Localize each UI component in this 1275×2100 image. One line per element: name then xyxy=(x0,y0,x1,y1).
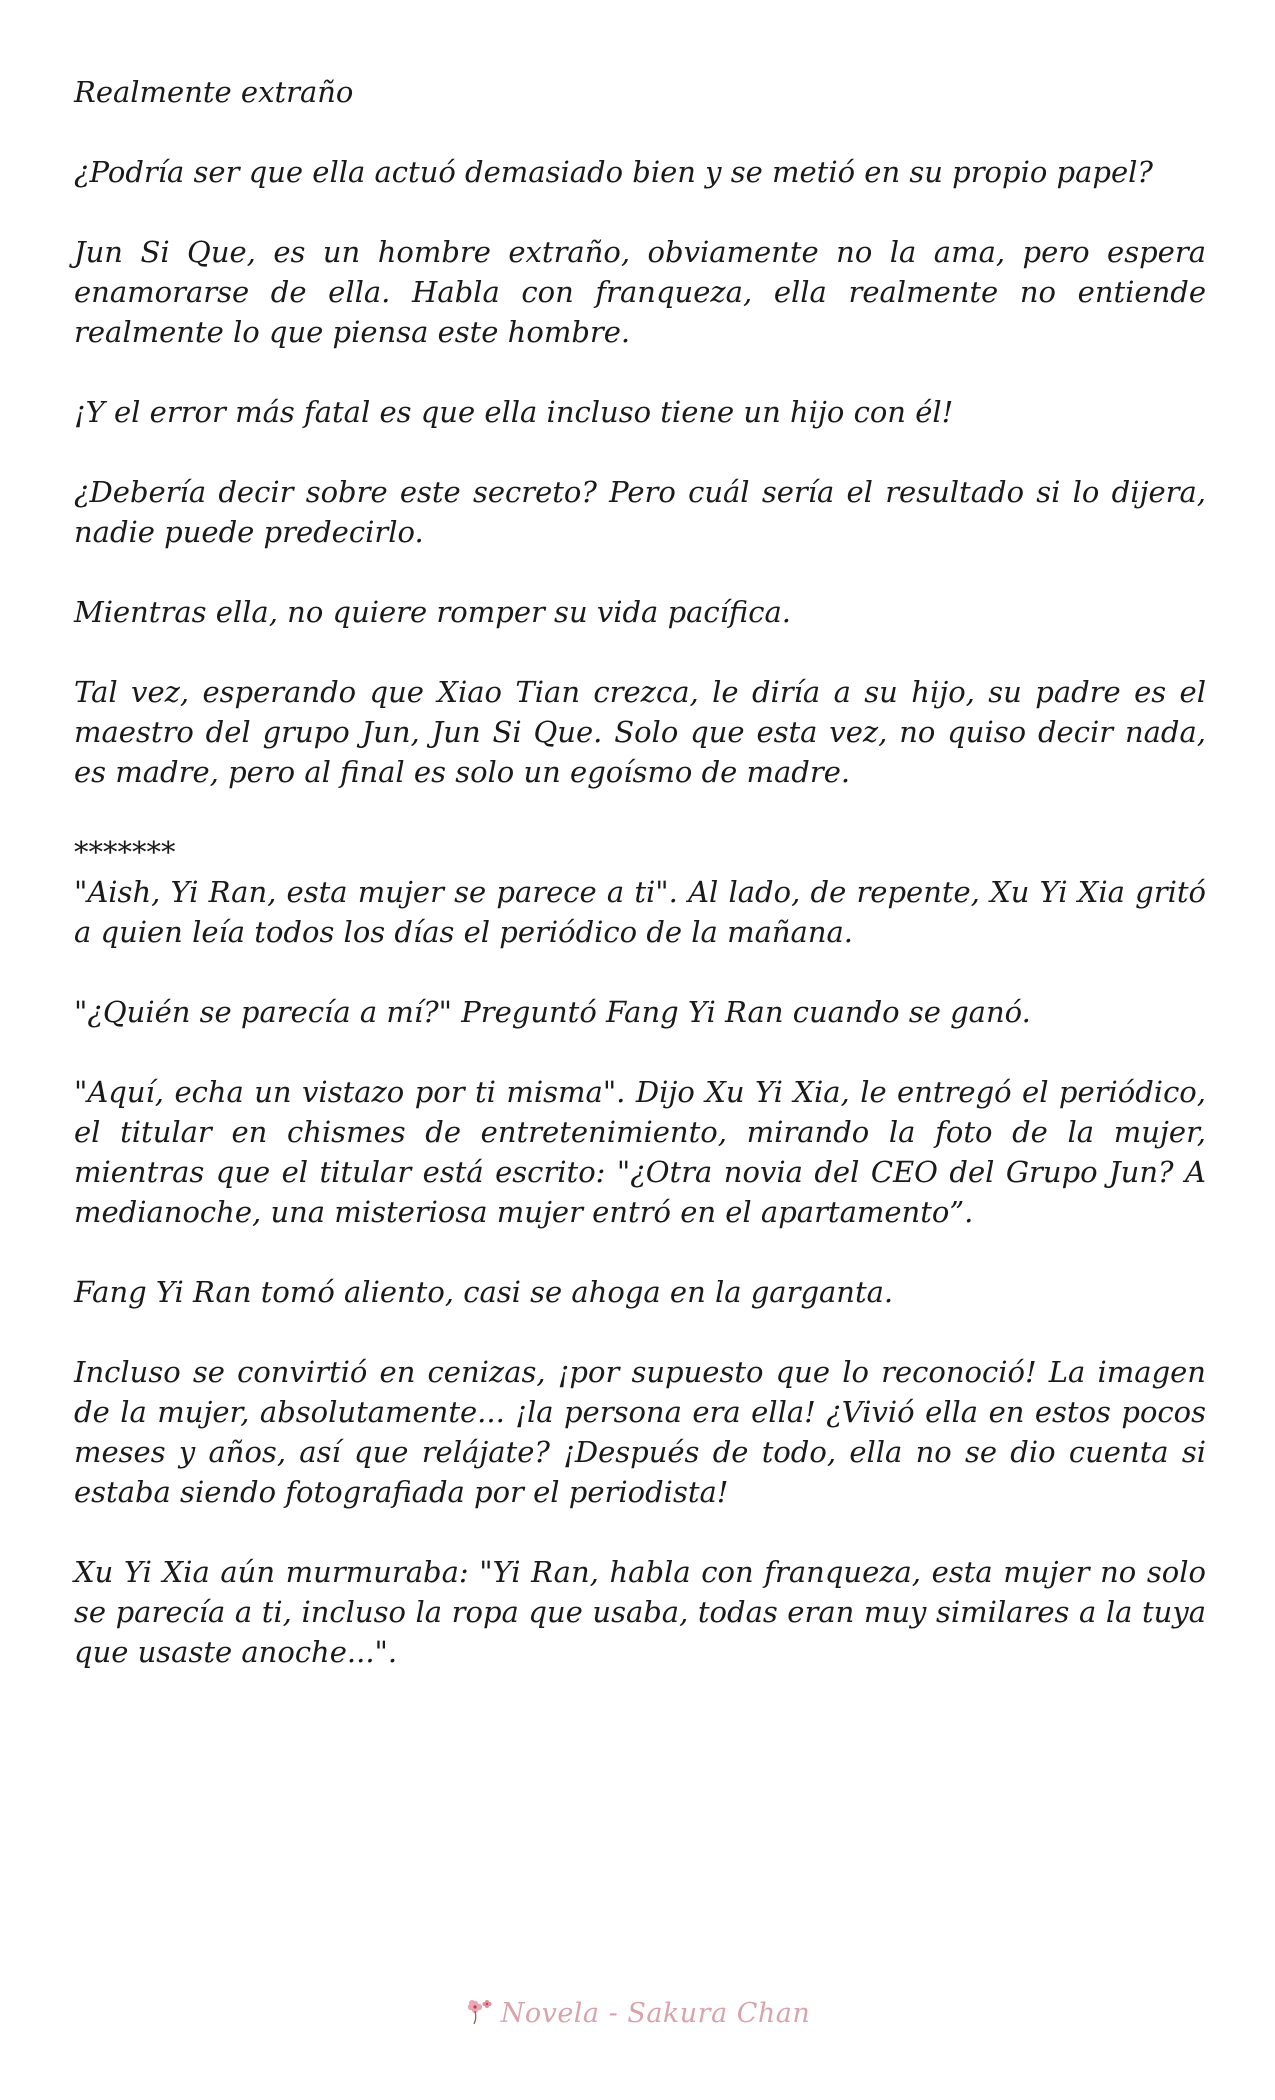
paragraph: "Aquí, echa un vistazo por ti misma". Dijo Xu Yi Xia, le entregó el periódico, el titular en chismes de entretenimiento, mirando la foto de la mujer, mientras que el titular está escrito: "¿Otra novia del CEO del Grupo Jun? A medianoche, una misteriosa mujer entró en el apartamento”. xyxy=(74,1075,1206,1229)
scene-separator: ******* xyxy=(74,835,176,869)
paragraph: Tal vez, esperando que Xiao Tian crezca, le diría a su hijo, su padre es el maestro del grupo Jun, Jun Si Que. Solo que esta vez, no quiso decir nada, es madre, pero al final es solo un egoísmo de madre. xyxy=(74,675,1206,789)
paragraph: ¿Debería decir sobre este secreto? Pero cuál sería el resultado si lo dijera, nadie puede predecirlo. xyxy=(74,475,1206,549)
footer-text: Novela - Sakura Chan xyxy=(500,1998,811,2029)
paragraph: Fang Yi Ran tomó aliento, casi se ahoga en la garganta. xyxy=(74,1275,894,1309)
paragraph: ¡Y el error más fatal es que ella incluso tiene un hijo con él! xyxy=(74,395,954,429)
footer-watermark xyxy=(0,1996,1275,2029)
paragraph: Xu Yi Xia aún murmuraba: "Yi Ran, habla con franqueza, esta mujer no solo se parecía a ti, incluso la ropa que usaba, todas eran muy similares a la tuya que usaste anoche...". xyxy=(74,1555,1206,1669)
document-body xyxy=(74,72,1206,1712)
paragraph: Incluso se convirtió en cenizas, ¡por supuesto que lo reconoció! La imagen de la mujer, absolutamente... ¡la persona era ella! ¿Vivió ella en estos pocos meses y años, así que relájate? ¡Después de todo, ella no se dio cuenta si estaba siendo fotografiada por el periodista! xyxy=(74,1355,1206,1509)
paragraph: Jun Si Que, es un hombre extraño, obviamente no la ama, pero espera enamorarse de ella. Habla con franqueza, ella realmente no entiende realmente lo que piensa este hombre. xyxy=(74,235,1206,349)
paragraph: "¿Quién se parecía a mí?" Preguntó Fang Yi Ran cuando se ganó. xyxy=(74,995,1031,1029)
sakura-flower-icon xyxy=(465,1996,495,2026)
paragraph: Realmente extraño xyxy=(74,75,354,109)
paragraph: "Aish, Yi Ran, esta mujer se parece a ti". Al lado, de repente, Xu Yi Xia gritó a quien leía todos los días el periódico de la mañana. xyxy=(74,875,1206,949)
paragraph: Mientras ella, no quiere romper su vida pacífica. xyxy=(74,595,792,629)
paragraph: ¿Podría ser que ella actuó demasiado bien y se metió en su propio papel? xyxy=(74,155,1153,189)
